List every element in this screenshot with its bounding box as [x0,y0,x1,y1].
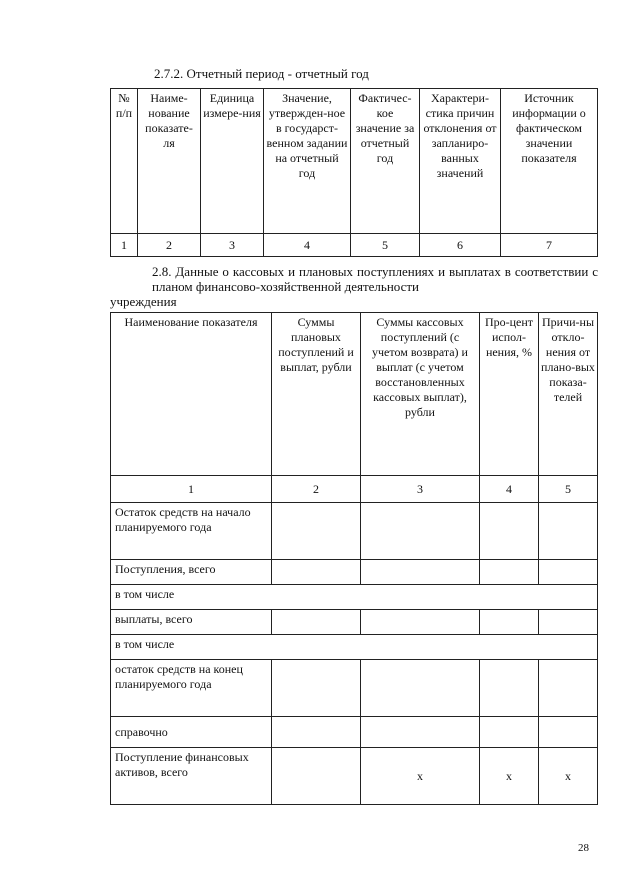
table-cell [361,660,480,717]
section-2-8-title-line2: учреждения [110,294,177,309]
table-header-row [111,89,598,234]
col-header: Про-цент испол-нения, % [480,313,539,476]
row-label: остаток средств на конец планируемого года [111,660,272,717]
table-cell [272,660,361,717]
col-number: 1 [111,234,138,257]
col-number: 5 [539,476,598,503]
row-label: Поступления, всего [111,560,272,585]
table-cell [272,717,361,748]
col-header: Суммы кассовых поступлений (с учетом возврата) и выплат (с учетом восстановленных кассовых выплат), рубли [361,313,480,476]
col-number: 3 [201,234,264,257]
table-row [111,660,598,717]
table-row [111,560,598,585]
section-2-8-title [110,264,598,309]
table-cell [272,560,361,585]
column-number-row [111,234,598,257]
table-cell [480,610,539,635]
col-header: Наименование показателя [111,313,272,476]
col-header: № п/п [111,89,138,234]
not-applicable-mark: x [480,748,539,805]
row-label: выплаты, всего [111,610,272,635]
page-number: 28 [578,842,589,854]
table-cell [480,717,539,748]
row-label: в том числе [111,635,598,660]
table-cell [539,717,598,748]
col-header: Значение, утвержден-ное в государст-венном задании на отчетный год [264,89,351,234]
row-label: в том числе [111,585,598,610]
col-number: 5 [351,234,420,257]
table-cell [272,748,361,805]
col-header: Источник информации о фактическом значении показателя [501,89,598,234]
section-2-7-2-title: 2.7.2. Отчетный период - отчетный год [154,66,369,81]
table-row [111,585,598,610]
col-number: 2 [138,234,201,257]
table-cell [539,660,598,717]
table-row [111,717,598,748]
column-number-row [111,476,598,503]
table-row [111,635,598,660]
table-cell [361,560,480,585]
col-header: Единица измере-ния [201,89,264,234]
table-cell [361,717,480,748]
table-cell [539,610,598,635]
col-number: 4 [480,476,539,503]
table-cell [539,503,598,560]
col-number: 2 [272,476,361,503]
col-number: 3 [361,476,480,503]
col-number: 6 [420,234,501,257]
table-row [111,748,598,805]
table-row [111,610,598,635]
col-number: 1 [111,476,272,503]
col-header: Характери-стика причин отклонения от запланиро-ванных значений [420,89,501,234]
table-header-row [111,313,598,476]
col-header: Фактичес-кое значение за отчетный год [351,89,420,234]
not-applicable-mark: x [539,748,598,805]
table-cell [539,560,598,585]
col-number: 4 [264,234,351,257]
col-header: Наиме-нование показате-ля [138,89,201,234]
col-header: Причи-ны откло-нения от плано-вых показа-телей [539,313,598,476]
not-applicable-mark: x [361,748,480,805]
table-cell [272,503,361,560]
cash-flow-table [110,312,598,805]
col-header: Суммы плановых поступлений и выплат, рубли [272,313,361,476]
table-row [111,503,598,560]
row-label: Поступление финансовых активов, всего [111,748,272,805]
table-cell [480,503,539,560]
reporting-period-table [110,88,598,257]
row-label: Остаток средств на начало планируемого года [111,503,272,560]
table-cell [480,660,539,717]
row-label: справочно [111,717,272,748]
table-cell [480,560,539,585]
table-cell [361,503,480,560]
table-cell [361,610,480,635]
table-cell [272,610,361,635]
col-number: 7 [501,234,598,257]
section-2-8-title-line1: 2.8. Данные о кассовых и плановых поступлениях и выплатах в соответствии с планом финансово-хозяйственной деятельности [152,264,598,294]
